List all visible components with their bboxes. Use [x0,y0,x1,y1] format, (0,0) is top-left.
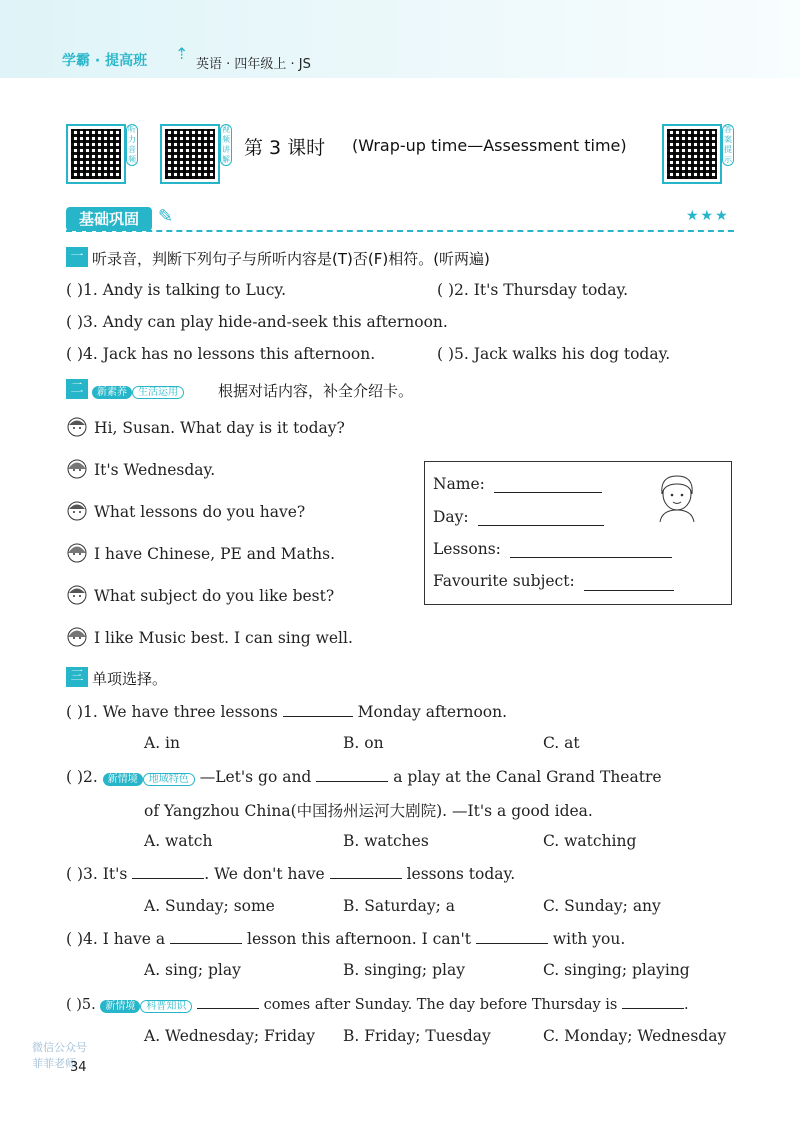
lesson-title: 第 3 课时 [244,137,326,159]
q4-stem[interactable] [66,929,625,948]
q4-text-c: with you. [552,930,626,948]
q1-text-b: Monday afternoon. [357,703,508,721]
q4-text-a: ( )4. I have a [66,930,166,948]
boy-face-icon [66,584,88,606]
q3-option-a[interactable]: A. Sunday; some [144,897,275,915]
part3-number: 三 [66,667,88,687]
qr-code-audio[interactable] [68,126,124,182]
q5-blank-2[interactable] [622,994,684,1009]
q4-option-a[interactable]: A. sing; play [144,961,241,979]
q1-option-a[interactable]: A. in [144,734,180,752]
q5-text-b: . [683,997,689,1013]
q5-text-a: comes after Sunday. The day before Thursday is [263,997,618,1013]
q2-prefix: ( )2. [66,768,98,786]
part2-badges [92,380,184,399]
part3-instruction: 单项选择。 [92,670,168,688]
boy-face-icon [66,500,88,522]
watermark-line-2: 菲菲老师 [32,1057,76,1070]
boy-face-icon [66,416,88,438]
dialogue-line-2: It's Wednesday. [94,461,216,479]
susan-portrait-icon [654,470,700,522]
dialogue-line-5: What subject do you like best? [94,587,335,605]
q5-stem[interactable] [66,994,689,1013]
q3-blank-2[interactable] [330,864,402,879]
part2-number: 二 [66,379,88,399]
q4-blank-1[interactable] [170,929,242,944]
q2-text-b: a play at the Canal Grand Theatre [393,768,662,786]
q2-stem[interactable] [66,767,662,786]
girl-face-icon [66,458,88,480]
card-favourite-field[interactable] [584,576,674,591]
dialogue-line-1: Hi, Susan. What day is it today? [94,419,345,437]
girl-face-icon [66,542,88,564]
part1-instruction: 听录音，判断下列句子与所听内容是(T)否(F)相符。(听两遍) [92,250,490,268]
qr-code-video[interactable] [162,126,218,182]
q3-text-a: ( )3. It's [66,865,128,883]
card-name-label: Name: [433,475,485,493]
q1-text-a: ( )1. We have three lessons [66,703,278,721]
qr-tag-answer: 答案提示 [724,125,732,164]
part1-number: 一 [66,247,88,267]
q5-option-a[interactable]: A. Wednesday; Friday [144,1027,316,1045]
qr-tag-video: 视频讲解 [222,125,230,164]
q1-blank[interactable] [283,702,353,717]
q3-text-b: . We don't have [204,865,325,883]
lesson-subtitle: (Wrap-up time—Assessment time) [352,136,627,155]
q2-blank[interactable] [316,767,388,782]
q5-blank-1[interactable] [197,994,259,1009]
q3-option-c[interactable]: C. Sunday; any [543,897,661,915]
card-favourite-label: Favourite subject: [433,572,575,590]
q3-option-b[interactable]: B. Saturday; a [343,897,456,915]
q2-option-a[interactable]: A. watch [144,832,213,850]
card-lessons-field[interactable] [510,543,672,558]
q3-stem[interactable] [66,864,515,883]
badge-science: 科普知识 [140,1000,192,1013]
pencil-icon: ✎ [158,206,174,227]
q4-option-b[interactable]: B. singing; play [343,961,465,979]
card-day-label: Day: [433,508,469,526]
section-divider [66,230,734,232]
qr-code-answer[interactable] [664,126,720,182]
part1-item-4[interactable]: ( )4. Jack has no lessons this afternoon. [66,345,376,363]
q5-option-b[interactable]: B. Friday; Tuesday [343,1027,491,1045]
watermark-line-1: 微信公众号 [32,1041,87,1054]
q5-option-c[interactable]: C. Monday; Wednesday [543,1027,727,1045]
badge-life-use: 生活运用 [132,386,184,399]
page-number: 34 [70,1060,87,1075]
part1-item-2[interactable]: ( )2. It's Thursday today. [437,281,629,299]
section-banner: 基础巩固 [66,207,152,231]
part1-item-3[interactable]: ( )3. Andy can play hide-and-seek this afternoon. [66,313,448,331]
q5-prefix: ( )5. [66,997,96,1013]
subject-label: 英语 · 四年级上 · JS [196,57,311,72]
brand-label: 学霸 · 提高班 [62,53,148,69]
q2-option-c[interactable]: C. watching [543,832,637,850]
q4-text-b: lesson this afternoon. I can't [246,930,472,948]
card-lessons-label: Lessons: [433,540,501,558]
difficulty-stars: ★★★ [686,208,730,224]
part1-item-1[interactable]: ( )1. Andy is talking to Lucy. [66,281,287,299]
dialogue-line-6: I like Music best. I can sing well. [94,629,353,647]
q3-blank-1[interactable] [132,864,204,879]
girl-face-icon [66,626,88,648]
q2-text-c: of Yangzhou China(中国扬州运河大剧院). —It's a good idea. [144,802,593,820]
badge-regional: 地域特色 [143,773,195,786]
q4-option-c[interactable]: C. singing; playing [543,961,690,979]
card-name-field[interactable] [494,478,602,493]
q2-text-a: —Let's go and [199,768,312,786]
dialogue-line-3: What lessons do you have? [94,503,306,521]
q1-stem[interactable] [66,702,507,721]
q1-option-b[interactable]: B. on [343,734,384,752]
part1-item-5[interactable]: ( )5. Jack walks his dog today. [437,345,671,363]
badge-new-literacy: 新素养 [92,386,132,399]
badge-new-context: 新情境 [100,1000,140,1013]
q3-text-c: lessons today. [406,865,516,883]
q2-option-b[interactable]: B. watches [343,832,429,850]
arrow-up-icon: ⇡ [175,44,189,63]
badge-new-context: 新情境 [103,773,143,786]
q1-option-c[interactable]: C. at [543,734,580,752]
q4-blank-2[interactable] [476,929,548,944]
dialogue-line-4: I have Chinese, PE and Maths. [94,545,336,563]
card-day-field[interactable] [478,511,604,526]
part2-instruction: 根据对话内容，补全介绍卡。 [218,382,414,400]
qr-tag-audio: 听力音频 [128,125,136,164]
